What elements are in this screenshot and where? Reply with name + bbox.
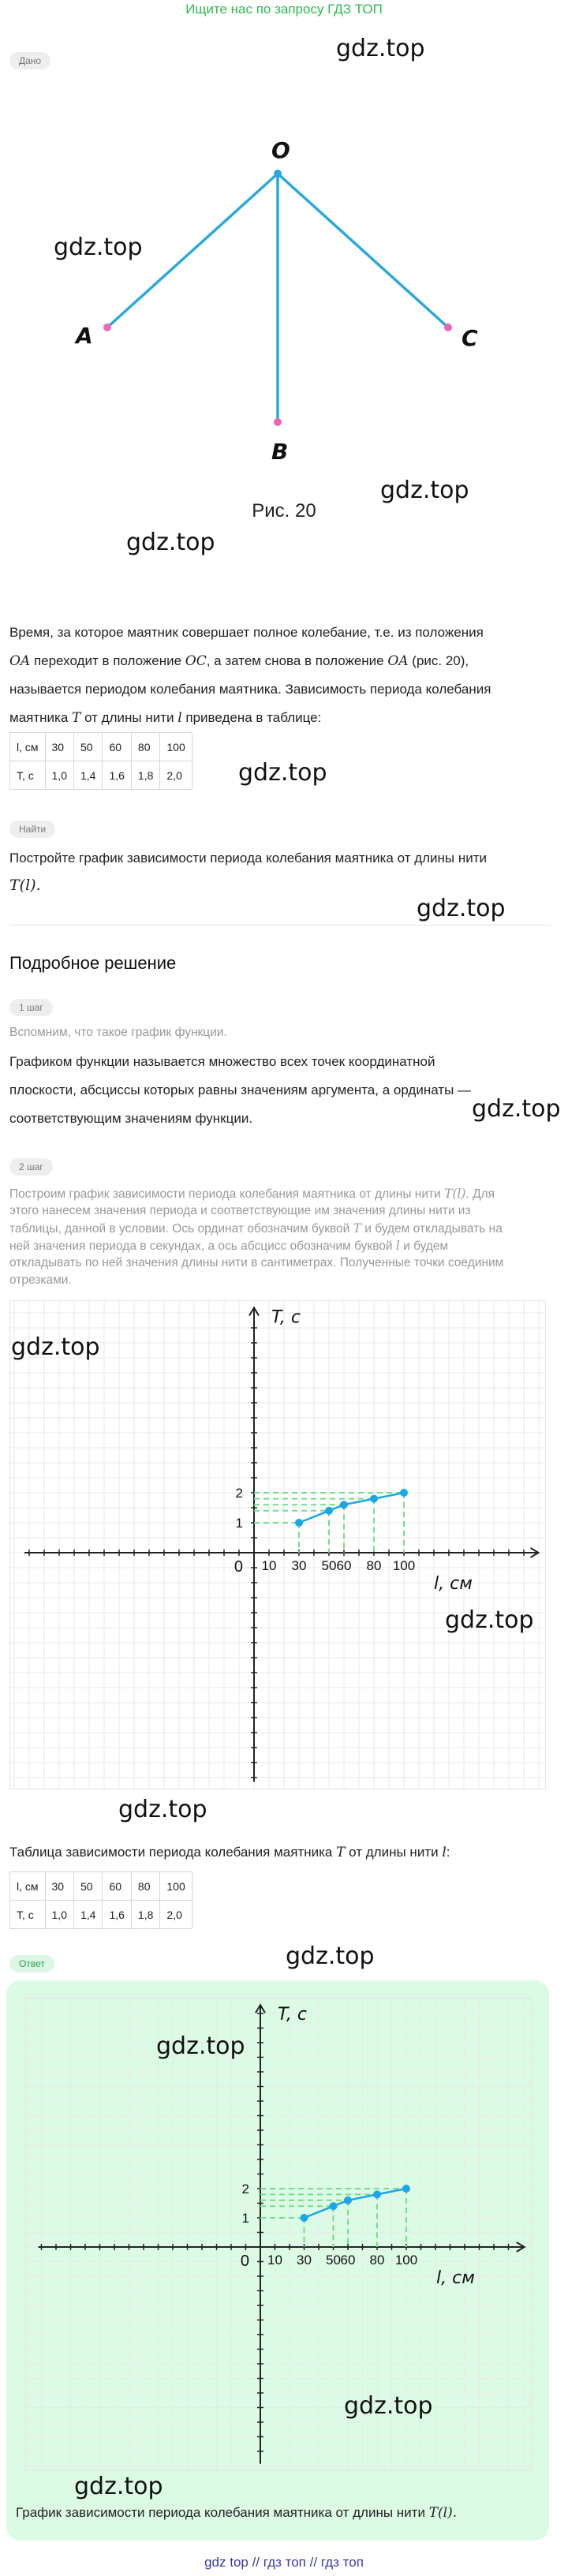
data-point: [402, 2185, 410, 2193]
table-cell: 1,0: [45, 761, 73, 790]
table-head-cell: T, c: [10, 1901, 46, 1929]
text-segment: , а затем снова в положение: [206, 653, 388, 668]
data-point: [344, 2197, 352, 2204]
step-2-line-2: этого нанесем значения периода и соответствующие им значения длины нити из: [9, 1204, 471, 1217]
step-1-line-2: плоскости, абсциссы которых равны значениям аргумента, а ординаты —: [9, 1082, 472, 1097]
table-cell: 100: [160, 733, 192, 761]
answer-text: [16, 2505, 457, 2521]
thread-oc: [278, 174, 448, 327]
given-text-line-4: [9, 704, 554, 732]
watermark: gdz.top: [380, 477, 469, 504]
find-text: Постройте график зависимости периода колебания маятника от длины нити: [9, 851, 488, 866]
table-cell: 1,8: [131, 1901, 159, 1929]
math-tl: T(l): [444, 1187, 466, 1201]
watermark: gdz.top: [11, 1333, 100, 1361]
watermark: gdz.top: [54, 234, 143, 261]
x-tick-label: 10: [261, 1558, 277, 1573]
table-cell: 2,0: [160, 761, 192, 790]
table-cell: 1,0: [45, 1901, 73, 1929]
data-point: [400, 1489, 408, 1497]
text-segment: от длины нити: [345, 1845, 443, 1860]
text-segment: переходит в положение: [30, 653, 185, 668]
point-o-dot: [274, 170, 282, 178]
point-b-dot: [274, 418, 282, 426]
table-cell: 1,6: [103, 1901, 131, 1929]
text-segment: ней значения периода в секундах, а ось абсцисс обозначим буквой: [9, 1239, 396, 1253]
period-length-chart: [9, 1300, 546, 1789]
watermark: gdz.top: [126, 529, 215, 556]
table-head-cell: T, c: [10, 761, 46, 790]
math-oa: OA: [387, 653, 409, 669]
text-segment: График зависимости периода колебания маятника от длины нити: [16, 2505, 425, 2520]
given-badge: Дано: [9, 52, 50, 69]
x-tick-label: 60: [340, 2253, 356, 2268]
math-l: l: [178, 710, 182, 726]
text-segment: . Для: [465, 1187, 495, 1201]
watermark: gdz.top: [336, 35, 425, 62]
table-head-cell: l, см: [10, 733, 46, 761]
x-axis-label: l, см: [436, 2268, 475, 2288]
math-t: T: [336, 1845, 346, 1860]
label-o: O: [271, 137, 290, 163]
math-oc: OC: [185, 653, 207, 669]
x-tick-label: 30: [291, 1558, 307, 1573]
watermark: gdz.top: [445, 1606, 534, 1634]
given-text-line-3: называется периодом колебания маятника. Зависимость периода колебания: [9, 682, 491, 697]
math-l: l: [442, 1845, 447, 1860]
y-axis-label: T, c: [271, 1307, 301, 1328]
text-segment: Построим график зависимости периода колебания маятника от длины нити: [9, 1187, 445, 1201]
search-hint-link[interactable]: Ищите нас по запросу ГДЗ ТОП: [185, 2, 383, 17]
answer-badge: Ответ: [9, 1955, 54, 1972]
step-2-line-3: [9, 1220, 554, 1238]
text-segment: от длины нити: [80, 710, 178, 725]
data-point: [301, 2214, 308, 2222]
table-cell: 50: [73, 733, 102, 761]
text-segment: Таблица зависимости периода колебания маятника: [9, 1845, 337, 1860]
table-row: [10, 1901, 192, 1929]
label-a: A: [76, 323, 93, 349]
x-tick-label: 80: [369, 2253, 385, 2268]
step-2-line-5: откладывать по ней значения длины нити в сантиметрах. Полученные точки соединим: [9, 1256, 504, 1269]
table-cell: 1,8: [131, 761, 159, 790]
y-tick-label: 2: [241, 2182, 249, 2197]
math-l: l: [395, 1239, 400, 1253]
y-tick-label: 1: [235, 1516, 243, 1531]
footer-links[interactable]: gdz top // гдз топ // гдз топ: [204, 2555, 364, 2570]
data-point: [325, 1507, 333, 1515]
table-row: [10, 733, 192, 761]
pendulum-figure: [0, 118, 568, 513]
y-tick-label: 2: [235, 1486, 243, 1501]
label-c: C: [462, 325, 478, 351]
watermark: gdz.top: [417, 895, 506, 922]
math-tl: T(l).: [9, 877, 41, 894]
watermark: gdz.top: [344, 2392, 433, 2420]
table-caption: [9, 1838, 554, 1867]
origin-label: 0: [234, 1558, 243, 1576]
data-point: [330, 2202, 338, 2210]
solution-title: Подробное решение: [9, 953, 177, 973]
x-tick-label: 80: [366, 1558, 382, 1573]
answer-box: [6, 1980, 549, 2540]
table-cell: 30: [45, 1872, 73, 1901]
given-text-line-2: [9, 647, 554, 675]
table-cell: 60: [103, 1872, 131, 1901]
text-segment: маятника: [9, 710, 73, 725]
data-point: [340, 1501, 348, 1509]
table-row: [10, 1872, 192, 1901]
data-point: [370, 1495, 378, 1503]
math-t: T: [353, 1221, 361, 1236]
text-segment: (рис. 20),: [408, 653, 469, 668]
table-row: [10, 761, 192, 790]
text-segment: :: [446, 1845, 450, 1860]
y-axis-label: T, c: [278, 2004, 307, 2025]
find-badge: Найти: [9, 821, 55, 838]
watermark: gdz.top: [286, 1942, 375, 1970]
chart-frame: [10, 1301, 546, 1789]
figure-caption: Рис. 20: [252, 500, 316, 522]
watermark: gdz.top: [238, 759, 327, 787]
data-point: [295, 1519, 303, 1527]
data-point: [373, 2190, 381, 2198]
x-axis-label: l, см: [434, 1574, 473, 1594]
table-cell: 1,4: [73, 1901, 102, 1929]
x-tick-label: 60: [336, 1558, 352, 1573]
x-tick-label: 50: [326, 2253, 341, 2268]
given-text-line-1: Время, за которое маятник совершает полное колебание, т.е. из положения: [9, 625, 484, 640]
x-tick-label: 30: [297, 2253, 312, 2268]
watermark: gdz.top: [156, 2032, 245, 2060]
math-oa: OA: [9, 653, 31, 669]
step-1-badge: 1 шаг: [9, 999, 53, 1016]
math-t: T: [72, 710, 81, 726]
origin-label: 0: [240, 2253, 249, 2270]
table-head-cell: l, см: [10, 1872, 46, 1901]
text-segment: приведена в таблице:: [181, 710, 322, 725]
text-segment: и будем: [399, 1239, 449, 1253]
solution-table: [9, 1871, 192, 1929]
x-tick-label: 10: [267, 2253, 282, 2268]
step-2-line-6: отрезками.: [9, 1273, 72, 1287]
table-cell: 2,0: [160, 1901, 192, 1929]
point-a-dot: [103, 323, 111, 331]
step-1-intro: Вспомним, что такое график функции.: [9, 1026, 227, 1039]
watermark: gdz.top: [74, 2473, 163, 2500]
x-tick-label: 100: [392, 1558, 416, 1573]
table-cell: 1,4: [73, 761, 102, 790]
watermark: gdz.top: [472, 1095, 561, 1123]
text-segment: таблицы, данной в условии. Ось ординат обозначим буквой: [9, 1222, 353, 1236]
watermark: gdz.top: [118, 1796, 207, 1823]
step-2-line-1: [9, 1185, 554, 1203]
label-b: B: [271, 439, 289, 465]
step-1-line-3: соответствующим значениям функции.: [9, 1111, 253, 1126]
y-tick-label: 1: [241, 2211, 249, 2226]
step-2-line-4: [9, 1237, 554, 1255]
given-table: [9, 732, 192, 790]
answer-chart: [24, 1998, 532, 2471]
table-cell: 1,6: [103, 761, 131, 790]
text-segment: и будем откладывать на: [361, 1222, 503, 1236]
step-2-badge: 2 шаг: [9, 1158, 53, 1176]
x-tick-label: 100: [394, 2253, 418, 2268]
table-cell: 100: [160, 1872, 192, 1901]
x-tick-label: 50: [321, 1558, 337, 1573]
table-cell: 30: [45, 733, 73, 761]
point-c-dot: [444, 323, 452, 331]
step-1-line-1: Графиком функции называется множество всех точек координатной: [9, 1054, 435, 1069]
table-cell: 60: [103, 733, 131, 761]
math-tl: T(l).: [428, 2505, 458, 2521]
table-cell: 80: [131, 1872, 159, 1901]
table-cell: 80: [131, 733, 159, 761]
table-cell: 50: [73, 1872, 102, 1901]
